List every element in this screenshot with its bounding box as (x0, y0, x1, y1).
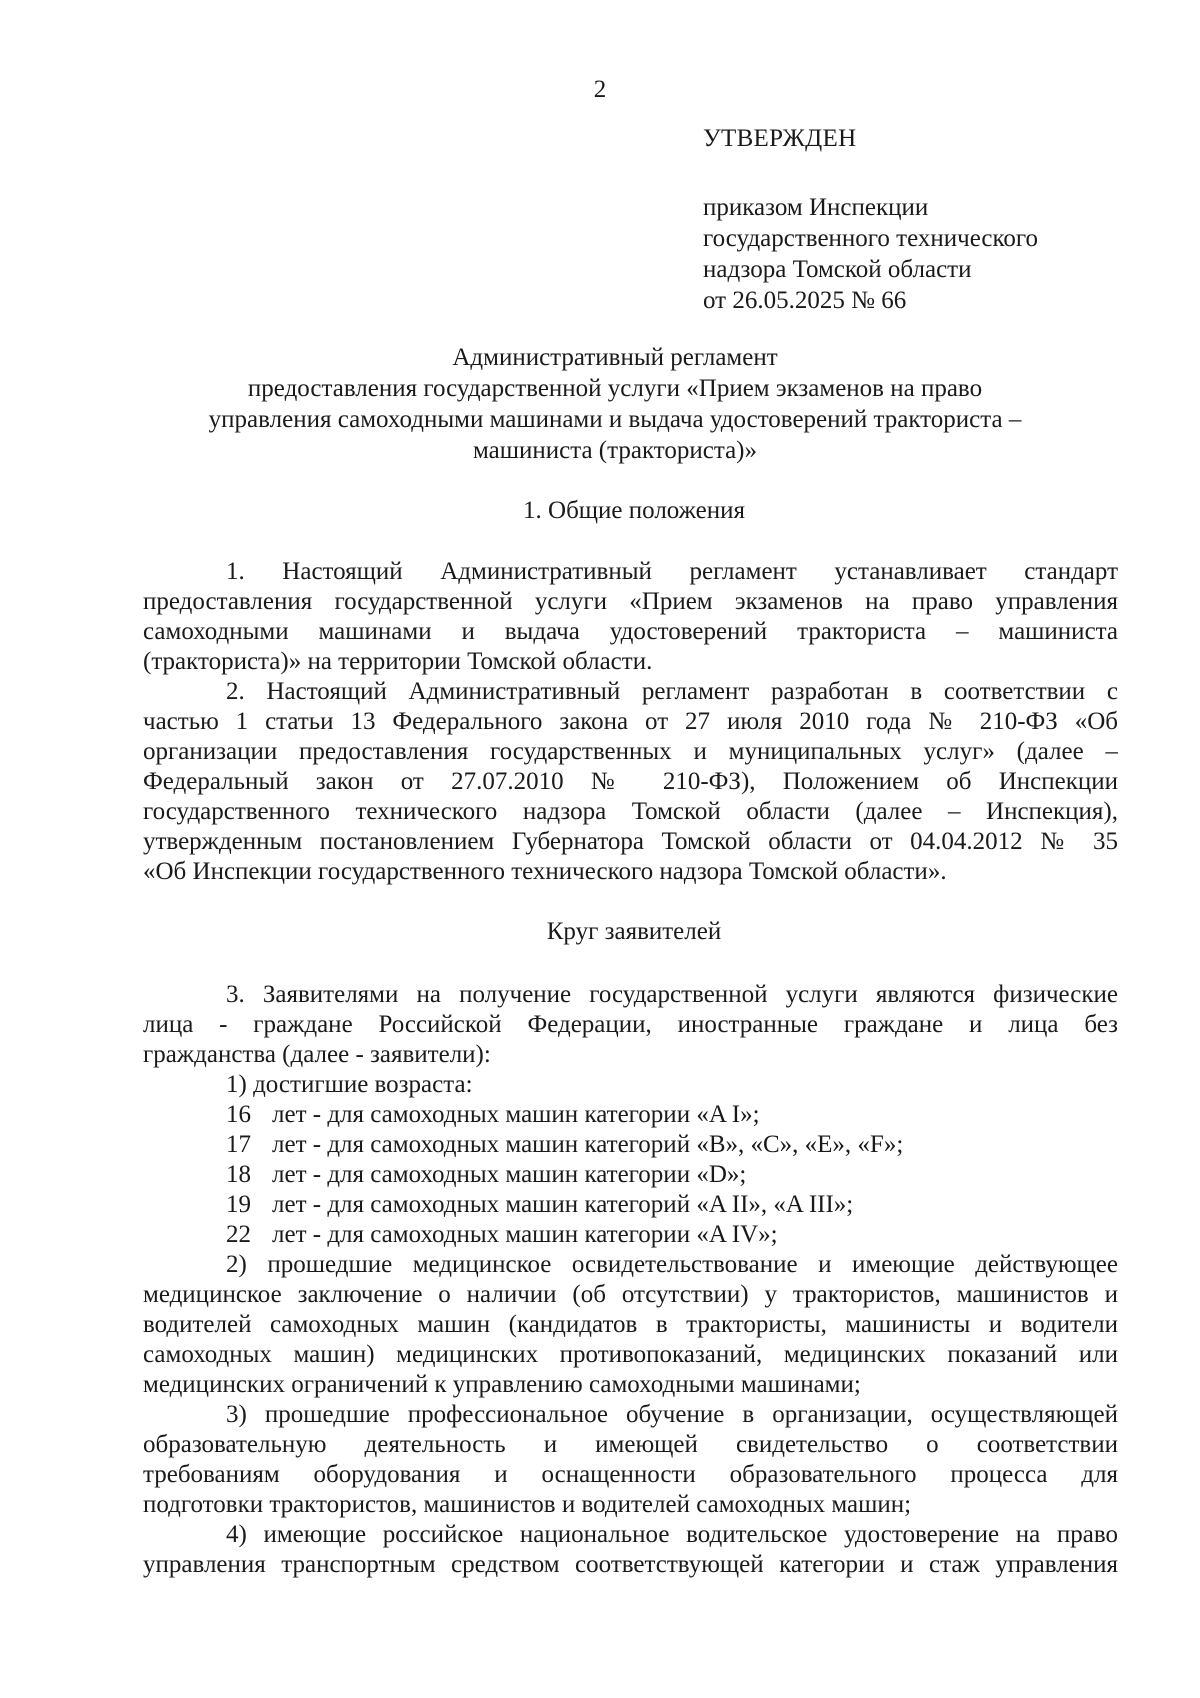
age-text: лет - для самоходных машин категории «A IV»; (272, 1221, 778, 1248)
age-text: лет - для самоходных машин категории «A I»; (272, 1101, 760, 1128)
approval-line: приказом Инспекции (703, 194, 929, 221)
paragraph-line: 4) имеющие российское национальное водительское удостоверение на право (226, 1521, 1118, 1548)
paragraph-line: «Об Инспекции государственного технического надзора Томской области». (143, 858, 947, 885)
paragraph-line: медицинское заключение о наличии (об отсутствии) у трактористов, машинистов и (143, 1281, 1118, 1308)
age-requirement (143, 1100, 1118, 1130)
age-requirement (143, 1130, 1118, 1160)
list-item: 1) достигшие возраста: (226, 1071, 473, 1098)
document-title-line: Административный регламент (452, 344, 778, 371)
paragraph-line: самоходных машин) медицинских противопоказаний, медицинских показаний или (143, 1341, 1118, 1368)
paragraph-line: водителей самоходных машин (кандидатов в трактористы, машинисты и водители (143, 1311, 1118, 1338)
document-title (150, 342, 1080, 466)
section-heading-general: 1. Общие положения (523, 497, 745, 524)
paragraph-line: медицинских ограничений к управлению самоходными машинами; (143, 1371, 861, 1398)
approval-line: надзора Томской области (703, 256, 972, 283)
paragraph-line: организации предоставления государственных и муниципальных услуг» (далее – (143, 738, 1118, 765)
age-value: 17 (226, 1131, 251, 1158)
paragraph-line: 3. Заявителями на получение государственной услуги являются физические (226, 981, 1118, 1008)
approval-heading: УТВЕРЖДЕН (703, 125, 857, 152)
document-title-line: предоставления государственной услуги «Прием экзаменов на право (247, 375, 983, 402)
paragraph-line: предоставления государственной услуги «Прием экзаменов на право управления (143, 588, 1118, 615)
approval-block (703, 124, 1038, 316)
paragraph-line: самоходными машинами и выдача удостоверений тракториста – машиниста (143, 618, 1118, 645)
paragraph-line: управления транспортным средством соответствующей категории и стаж управления (143, 1551, 1118, 1578)
section-heading-applicants: Круг заявителей (546, 918, 722, 945)
age-requirement (143, 1160, 1118, 1190)
paragraph-line: лица - граждане Российской Федерации, иностранные граждане и лица без (143, 1011, 1118, 1038)
age-text: лет - для самоходных машин категорий «A II», «A III»; (272, 1191, 854, 1218)
page-number: 2 (593, 76, 607, 103)
paragraph-line: подготовки трактористов, машинистов и водителей самоходных машин; (143, 1491, 912, 1518)
age-value: 16 (226, 1101, 251, 1128)
paragraph-line: 2) прошедшие медицинское освидетельствование и имеющие действующее (226, 1251, 1118, 1278)
approval-line: от 26.05.2025 № 66 (703, 287, 907, 314)
age-text: лет - для самоходных машин категорий «B», «C», «E», «F»; (272, 1131, 904, 1158)
paragraph-line: 2. Настоящий Административный регламент разработан в соответствии с (226, 678, 1118, 705)
age-value: 22 (226, 1221, 251, 1248)
paragraph-line: 1. Настоящий Административный регламент устанавливает стандарт (226, 558, 1118, 585)
document-title-line: управления самоходными машинами и выдача удостоверений тракториста – (208, 406, 1022, 433)
document-title-line: машиниста (тракториста)» (473, 437, 757, 464)
approval-line: государственного технического (703, 225, 1039, 252)
paragraph-line: утвержденным постановлением Губернатора Томской области от 04.04.2012 № 35 (143, 828, 1118, 855)
section-general-body (143, 557, 1118, 887)
paragraph-line: требованиям оборудования и оснащенности образовательного процесса для (143, 1461, 1118, 1488)
age-requirement (143, 1220, 1118, 1250)
paragraph-line: (тракториста)» на территории Томской области. (143, 648, 653, 675)
age-value: 19 (226, 1191, 251, 1218)
age-value: 18 (226, 1161, 251, 1188)
paragraph-line: государственного технического надзора Томской области (далее – Инспекция), (143, 798, 1118, 825)
paragraph-line: 3) прошедшие профессиональное обучение в организации, осуществляющей (226, 1401, 1118, 1428)
section-applicants-body (143, 980, 1118, 1580)
age-requirement (143, 1190, 1118, 1220)
paragraph-line: гражданства (далее - заявители): (143, 1041, 491, 1068)
paragraph-line: частью 1 статьи 13 Федерального закона от 27 июля 2010 года № 210-ФЗ «Об (143, 708, 1118, 735)
age-text: лет - для самоходных машин категории «D»; (272, 1161, 747, 1188)
paragraph-line: образовательную деятельность и имеющей свидетельство о соответствии (143, 1431, 1118, 1458)
paragraph-line: Федеральный закон от 27.07.2010 № 210-ФЗ), Положением об Инспекции (143, 768, 1118, 795)
